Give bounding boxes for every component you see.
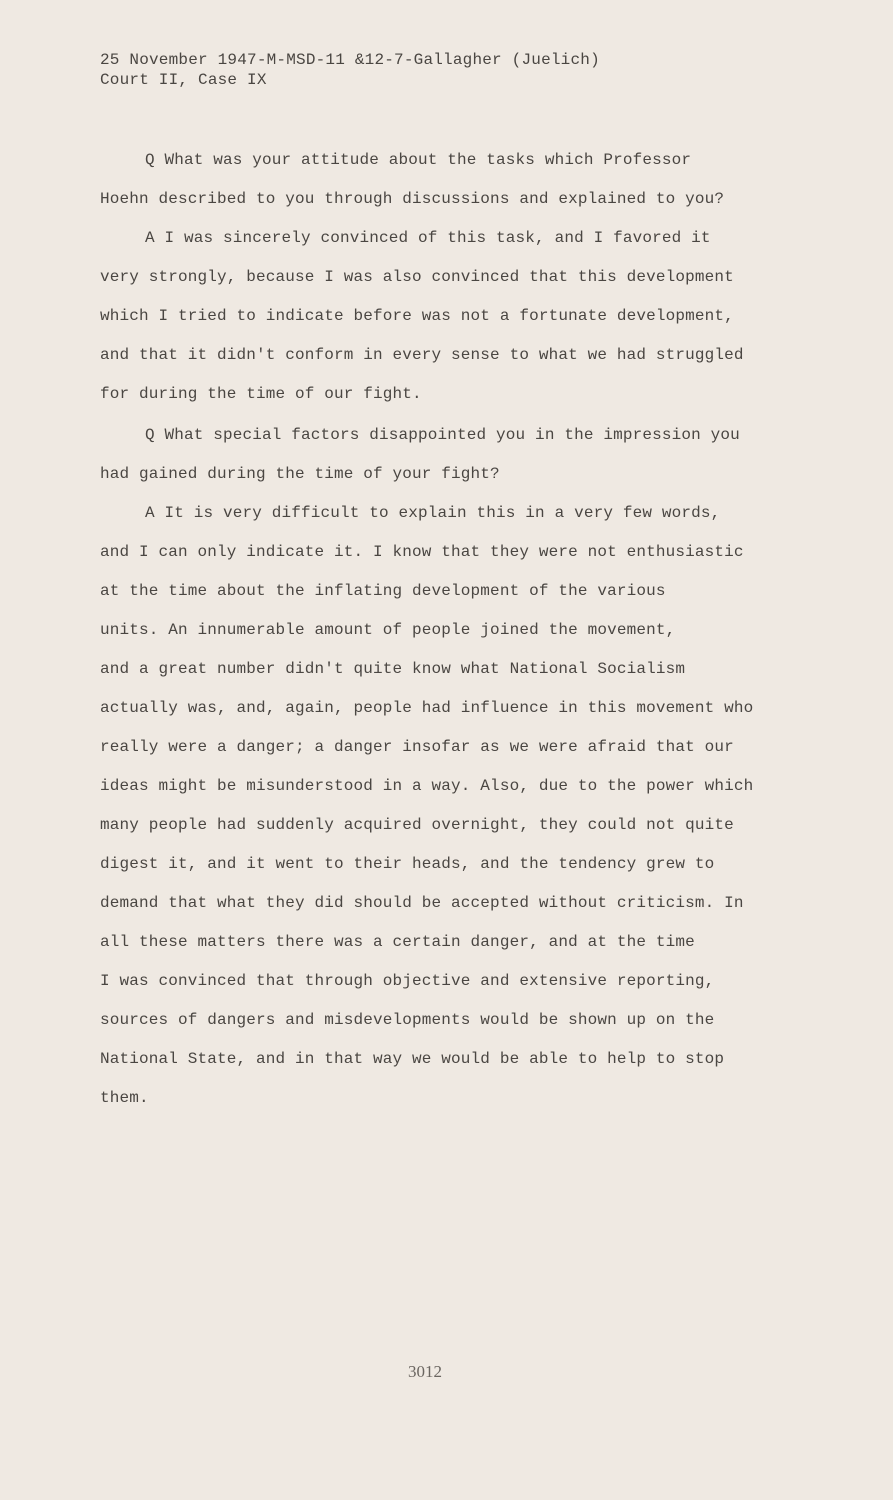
text-line: demand that what they did should be accepted without criticism. In bbox=[100, 894, 744, 912]
text-line: Q What was your attitude about the tasks which Professor bbox=[145, 151, 692, 169]
text-line: very strongly, because I was also convinced that this development bbox=[100, 268, 734, 286]
page-number: 3012 bbox=[408, 1362, 442, 1381]
text-line: and that it didn't conform in every sense to what we had struggled bbox=[100, 346, 744, 364]
text-line: digest it, and it went to their heads, and the tendency grew to bbox=[100, 855, 715, 873]
text-line: really were a danger; a danger insofar as we were afraid that our bbox=[100, 738, 734, 756]
text-line: at the time about the inflating development of the various bbox=[100, 582, 666, 600]
text-line: National State, and in that way we would be able to help to stop bbox=[100, 1050, 725, 1068]
text-line: them. bbox=[100, 1089, 149, 1107]
text-line: had gained during the time of your fight? bbox=[100, 465, 500, 483]
text-line: and I can only indicate it. I know that they were not enthusiastic bbox=[100, 543, 744, 561]
document-header bbox=[100, 50, 600, 90]
text-line: all these matters there was a certain danger, and at the time bbox=[100, 933, 695, 951]
text-line: actually was, and, again, people had influence in this movement who bbox=[100, 699, 754, 717]
text-line: Q What special factors disappointed you in the impression you bbox=[145, 426, 740, 444]
text-line: sources of dangers and misdevelopments would be shown up on the bbox=[100, 1011, 715, 1029]
header-court-line: Court II, Case IX bbox=[100, 71, 267, 89]
text-line: A I was sincerely convinced of this task, and I favored it bbox=[145, 229, 711, 247]
text-line: Hoehn described to you through discussions and explained to you? bbox=[100, 190, 725, 208]
text-line: for during the time of our fight. bbox=[100, 385, 422, 403]
text-line: which I tried to indicate before was not a fortunate development, bbox=[100, 307, 734, 325]
text-line: and a great number didn't quite know what National Socialism bbox=[100, 660, 686, 678]
text-line: A It is very difficult to explain this in a very few words, bbox=[145, 504, 721, 522]
header-date-line: 25 November 1947-M-MSD-11 &12-7-Gallagher (Juelich) bbox=[100, 51, 600, 69]
text-line: many people had suddenly acquired overnight, they could not quite bbox=[100, 816, 734, 834]
text-line: I was convinced that through objective and extensive reporting, bbox=[100, 972, 715, 990]
text-line: units. An innumerable amount of people joined the movement, bbox=[100, 621, 676, 639]
text-line: ideas might be misunderstood in a way. Also, due to the power which bbox=[100, 777, 754, 795]
